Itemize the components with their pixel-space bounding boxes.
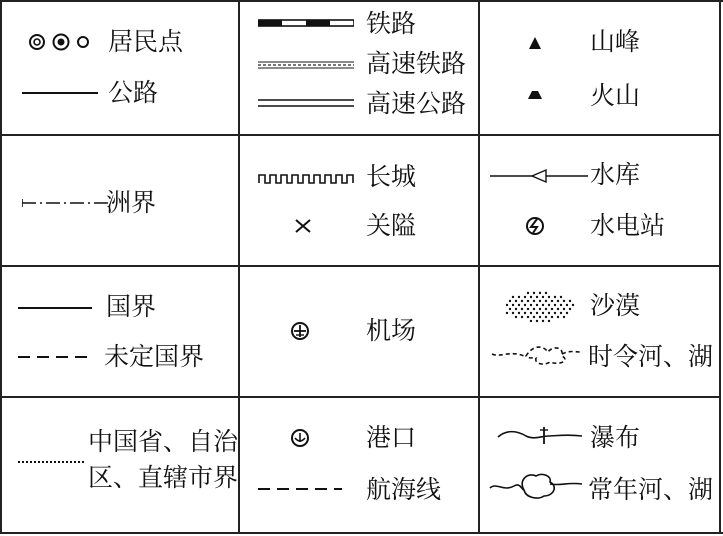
province-boundary-label-line2: 区、直辖市界 [88,463,239,492]
volcano-icon [527,90,543,100]
hydropower-label: 水电站 [590,211,666,240]
railway-line-symbol [258,18,354,28]
waterfall-icon [496,424,584,446]
road-line-symbol [22,90,98,96]
table-border-top [0,0,723,2]
row-divider-1 [0,134,721,136]
row-divider-2 [0,265,721,267]
railway-label: 铁路 [366,9,417,38]
desert-icon [502,290,576,324]
mountain-peak-label: 山峰 [590,27,641,56]
province-boundary-label-line1: 中国省、自治 [88,427,239,456]
table-border-bottom [0,532,723,534]
reservoir-label: 水库 [590,160,641,189]
shipping-route-label: 航海线 [366,475,442,504]
airport-label: 机场 [366,316,417,345]
undefined-boundary-label: 未定国界 [104,342,205,371]
seasonal-river-lake-icon [490,340,582,368]
great-wall-label: 长城 [366,162,417,191]
hs-railway-label: 高速铁路 [366,49,467,78]
continent-boundary-line-symbol [22,198,108,208]
mountain-peak-icon [528,36,542,50]
port-label: 港口 [366,423,417,452]
province-boundary-line-symbol [18,460,86,464]
continent-boundary-label: 洲界 [106,188,157,217]
table-border-right [719,0,721,534]
great-wall-line-symbol [258,172,354,184]
perennial-river-lake-label: 常年河、湖 [588,475,714,504]
desert-label: 沙漠 [590,291,641,320]
waterfall-label: 瀑布 [590,423,641,452]
port-icon [290,428,310,448]
column-divider-1 [238,0,240,534]
national-boundary-label: 国界 [106,292,157,321]
pass-icon [294,218,312,234]
pass-label: 关隘 [366,211,417,240]
settlement-label: 居民点 [108,27,184,56]
road-label: 公路 [108,78,159,107]
seasonal-river-lake-label: 时令河、湖 [588,342,714,371]
airport-icon [290,321,310,341]
hs-railway-line-symbol [258,60,354,70]
shipping-route-line-symbol [258,486,342,492]
volcano-label: 火山 [590,81,641,110]
settlement-icon [28,32,96,52]
hydropower-icon [525,216,545,236]
expressway-label: 高速公路 [366,89,467,118]
reservoir-icon [490,168,588,184]
column-divider-2 [478,0,480,534]
table-border-left [0,0,2,534]
national-boundary-line-symbol [18,305,92,311]
perennial-river-lake-icon [488,468,584,502]
expressway-line-symbol [258,98,354,108]
undefined-boundary-line-symbol [18,354,94,360]
row-divider-3 [0,396,721,398]
